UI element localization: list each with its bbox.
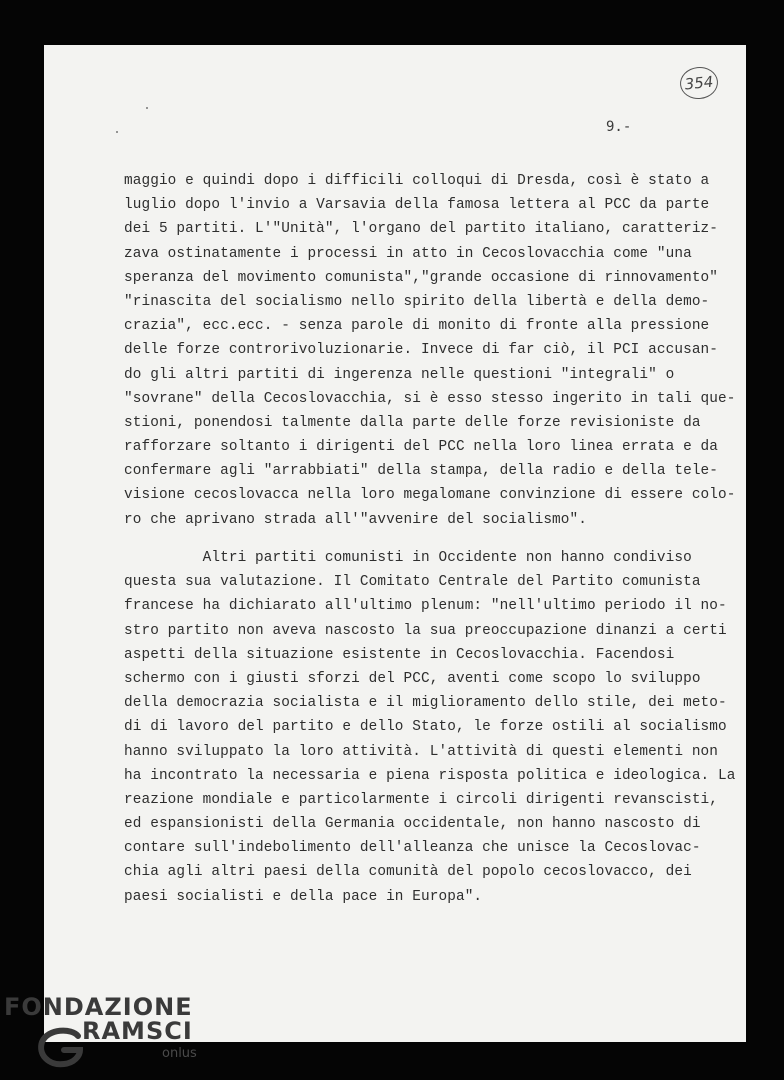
text-line: speranza del movimento comunista","grande occasione di rinnovamento": [124, 269, 719, 286]
fondazione-gramsci-logo: [4, 992, 204, 1072]
text-line: Altri partiti comunisti in Occidente non hanno condiviso: [124, 550, 692, 566]
text-line: stioni, ponendosi talmente dalla parte delle forze revisioniste da: [124, 414, 701, 431]
text-line: "sovrane" della Cecoslovacchia, si è esso stesso ingerito in tali que-: [124, 390, 736, 407]
text-line: ha incontrato la necessaria e piena risposta politica e ideologica. La: [124, 767, 736, 784]
text-line: paesi socialisti e della pace in Europa".: [124, 888, 483, 905]
logo-line-1: FONDAZIONE: [4, 993, 193, 1021]
text-line: zava ostinatamente i processi in atto in Cecoslovacchia come "una: [124, 245, 692, 262]
text-line: ed espansionisti della Germania occidentale, non hanno nascosto di: [124, 816, 701, 833]
text-line: chia agli altri paesi della comunità del popolo cecoslovacco, dei: [124, 864, 692, 881]
logo-line-2: RAMSCI: [82, 1017, 193, 1045]
page-number: 9.-: [606, 119, 632, 135]
text-line: rafforzare soltanto i dirigenti del PCC nella loro linea errata e da: [124, 439, 719, 456]
text-line: stro partito non aveva nascosto la sua preoccupazione dinanzi a certi: [124, 622, 727, 639]
text-line: schermo con i giusti sforzi del PCC, aventi come scopo lo sviluppo: [124, 670, 701, 687]
text-line: maggio e quindi dopo i difficili colloqui di Dresda, così è stato a: [124, 173, 710, 189]
text-line: di di lavoro del partito e dello Stato, le forze ostili al socialismo: [124, 719, 727, 736]
paper-speck: [146, 107, 148, 109]
text-line: ro che aprivano strada all'"avvenire del socialismo".: [124, 511, 587, 528]
text-line: do gli altri partiti di ingerenza nelle questioni "integrali" o: [124, 366, 675, 383]
text-line: confermare agli "arrabbiati" della stampa, della radio e della tele-: [124, 463, 719, 480]
text-line: "rinascita del socialismo nello spirito della libertà e della demo-: [124, 293, 710, 310]
text-line: crazia", ecc.ecc. - senza parole di monito di fronte alla pressione: [124, 318, 710, 335]
text-line: reazione mondiale e particolarmente i circoli dirigenti revanscisti,: [124, 791, 719, 808]
text-line: della democrazia socialista e il miglioramento dello stile, dei meto-: [124, 695, 727, 712]
text-line: luglio dopo l'invio a Varsavia della famosa lettera al PCC da parte: [124, 197, 710, 214]
document-page: [44, 45, 746, 1042]
paper-speck: [116, 131, 118, 133]
text-line: hanno sviluppato la loro attività. L'attività di questi elementi non: [124, 743, 719, 760]
text-line: questa sua valutazione. Il Comitato Centrale del Partito comunista: [124, 574, 701, 591]
text-line: contare sull'indebolimento dell'alleanza che unisce la Cecoslovac-: [124, 840, 701, 857]
text-line: visione cecoslovacca nella loro megalomane convinzione di essere colo-: [124, 487, 736, 504]
paragraph-2: [124, 546, 736, 909]
text-line: francese ha dichiarato all'ultimo plenum: "nell'ultimo periodo il no-: [124, 598, 727, 615]
paragraph-1: [124, 169, 736, 532]
text-line: dei 5 partiti. L'"Unità", l'organo del partito italiano, caratteriz-: [124, 221, 719, 238]
text-line: aspetti della situazione esistente in Cecoslovacchia. Facendosi: [124, 646, 675, 663]
archive-number-stamp: 354: [678, 65, 719, 101]
logo-g-icon: [34, 1026, 86, 1070]
logo-subtitle: onlus: [162, 1046, 197, 1061]
text-line: delle forze controrivoluzionarie. Invece di far ciò, il PCI accusan-: [124, 342, 719, 359]
